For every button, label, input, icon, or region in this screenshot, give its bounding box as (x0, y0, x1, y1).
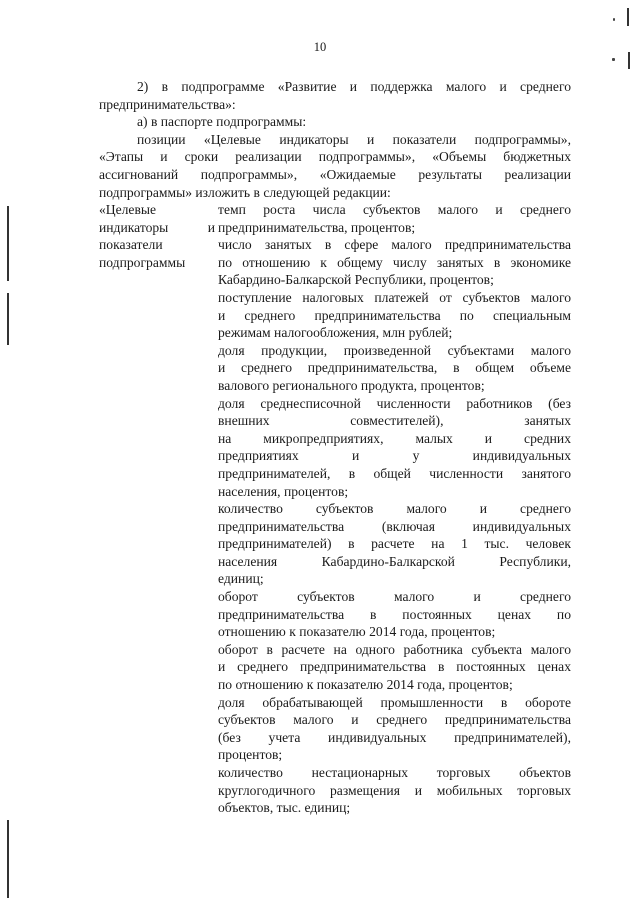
value-line: оборот субъектов малого и среднего (218, 589, 571, 605)
value-line: единиц; (218, 571, 264, 587)
value-line: количество субъектов малого и среднего (218, 501, 571, 517)
value-line: на микропредприятиях, малых и средних (218, 430, 571, 446)
value-line: предпринимателей) в расчете на 1 тыс. человек (218, 536, 571, 552)
value-line: процентов; (218, 747, 283, 763)
position-values (218, 201, 571, 817)
value-line: населения, процентов; (218, 483, 349, 499)
intro-line: а) в паспорте подпрограммы: (137, 114, 307, 130)
value-line: предпринимателей, в общей численности занятого (218, 465, 571, 481)
value-line: внешних совместителей), занятых (218, 413, 571, 429)
value-line: населения Кабардино-Балкарской Республики, (218, 553, 571, 569)
value-line: субъектов малого и среднего предпринимательства (218, 712, 571, 728)
value-line: поступление налоговых платежей от субъектов малого (218, 289, 571, 305)
value-line: по отношению к показателю 2014 года, процентов; (218, 677, 513, 693)
value-line: число занятых в сфере малого предпринимательства (218, 237, 571, 253)
intro-paragraphs (99, 78, 571, 201)
value-line: (без учета индивидуальных предпринимателей), (218, 729, 571, 745)
intro-line: 2) в подпрограмме «Развитие и поддержка малого и среднего (137, 79, 571, 94)
label-line: индикаторы и (99, 219, 215, 235)
label-line: показатели (99, 237, 163, 253)
scan-speck (612, 58, 615, 61)
value-line: режимам налогообложения, млн рублей; (218, 325, 453, 341)
value-line: валового регионального продукта, процентов; (218, 377, 485, 393)
value-line: отношению к показателю 2014 года, процентов; (218, 624, 496, 640)
scan-mark-right-mid (628, 52, 630, 69)
scan-mark-right-top (627, 8, 629, 26)
position-label (99, 201, 215, 271)
intro-line: предпринимательства»: (99, 96, 236, 112)
value-line: Кабардино-Балкарской Республики, процентов; (218, 272, 494, 288)
intro-line: позиции «Целевые индикаторы и показатели подпрограммы», (137, 131, 571, 147)
scan-mark-left-2 (7, 293, 9, 345)
page-number: 10 (313, 40, 327, 54)
value-line: по отношению к общему числу занятых в экономике (218, 254, 571, 270)
value-line: предприятиях и у индивидуальных (218, 448, 571, 464)
intro-line: ассигнований подпрограммы», «Ожидаемые результаты реализации (99, 166, 571, 182)
intro-line: подпрограммы» изложить в следующей редакции: (99, 184, 391, 200)
value-line: предпринимательства (включая индивидуальных (218, 518, 571, 534)
value-line: доля обрабатывающей промышленности в обороте (218, 694, 571, 710)
value-line: и среднего предпринимательства в постоянных ценах (218, 659, 571, 675)
label-line: «Целевые (99, 202, 157, 217)
value-line: и среднего предпринимательства по специальным (218, 307, 571, 323)
scan-speck (613, 18, 615, 21)
value-line: темп роста числа субъектов малого и среднего (218, 202, 571, 217)
value-line: объектов, тыс. единиц; (218, 800, 351, 816)
value-line: количество нестационарных торговых объектов (218, 765, 571, 780)
value-line: оборот в расчете на одного работника субъекта малого (218, 641, 571, 657)
value-line: доля продукции, произведенной субъектами малого (218, 342, 571, 358)
label-line: подпрограммы (99, 254, 186, 270)
value-line: и среднего предпринимательства, в общем объеме (218, 360, 571, 376)
value-line: предпринимательства в постоянных ценах по (218, 606, 571, 622)
value-line: доля среднесписочной численности работников (без (218, 395, 571, 411)
intro-line: «Этапы и сроки реализации подпрограммы», «Объемы бюджетных (99, 149, 571, 165)
value-line: круглогодичного размещения и мобильных торговых (218, 782, 571, 798)
value-line: предпринимательства, процентов; (218, 219, 416, 235)
scan-mark-left-1 (7, 206, 9, 281)
scan-mark-left-3 (7, 820, 9, 898)
